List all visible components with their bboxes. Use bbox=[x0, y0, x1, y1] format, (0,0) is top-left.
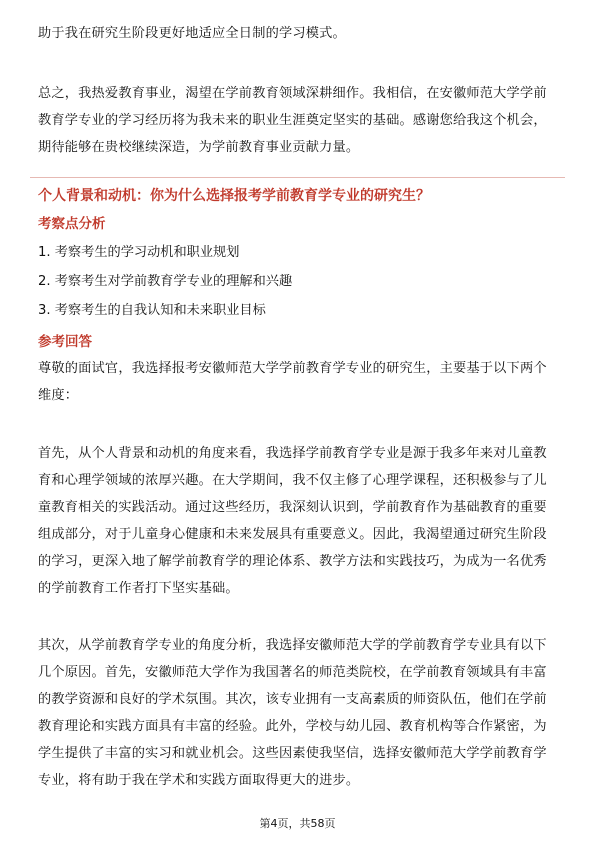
section-divider bbox=[30, 177, 565, 178]
analysis-point: 3. 考察考生的自我认知和未来职业目标 bbox=[38, 303, 266, 318]
answer-paragraph-first: 首先，从个人背景和动机的角度来看，我选择学前教育学专业是源于我多年来对儿童教育和心理学领域的浓厚兴趣。在大学期间，我不仅主修了心理学课程，还积极参与了儿童教育相关的实践活动。通过这些经历，我深刻认识到，学前教育作为基础教育的重要组成部分，对于儿童身心健康和未来发展具有重要意义。因此，我渴望通过研究生阶段的学习，更深入地了解学前教育学的理论体系、教学方法和实践技巧，为成为一名优秀的学前教育工作者打下坚实基础。 bbox=[38, 446, 547, 596]
question-title: 个人背景和动机：你为什么选择报考学前教育学专业的研究生？ bbox=[38, 188, 430, 204]
analysis-label: 考察点分析 bbox=[38, 216, 106, 232]
answer-intro: 尊敬的面试官，我选择报考安徽师范大学学前教育学专业的研究生，主要基于以下两个维度： bbox=[38, 361, 547, 403]
paragraph-conclusion: 总之，我热爱教育事业，渴望在学前教育领域深耕细作。我相信，在安徽师范大学学前教育学专业的学习经历将为我未来的职业生涯奠定坚实的基础。感谢您给我这个机会，期待能够在贵校继续深造，为学前教育事业贡献力量。 bbox=[38, 86, 547, 155]
analysis-point: 1. 考察考生的学习动机和职业规划 bbox=[38, 245, 240, 260]
analysis-point: 2. 考察考生对学前教育学专业的理解和兴趣 bbox=[38, 274, 293, 289]
answer-label: 参考回答 bbox=[38, 334, 92, 350]
paragraph-continuation: 助于我在研究生阶段更好地适应全日制的学习模式。 bbox=[38, 26, 346, 41]
answer-paragraph-second: 其次，从学前教育学专业的角度分析，我选择安徽师范大学的学前教育学专业具有以下几个原因。首先，安徽师范大学作为我国著名的师范类院校，在学前教育领域具有丰富的教学资源和良好的学术氛围。其次，该专业拥有一支高素质的师资队伍，他们在学前教育理论和实践方面具有丰富的经验。此外，学校与幼儿园、教育机构等合作紧密，为学生提供了丰富的实习和就业机会。这些因素使我坚信，选择安徽师范大学学前教育学专业，将有助于我在学术和实践方面取得更大的进步。 bbox=[38, 638, 547, 788]
page-number: 第4页，共58页 bbox=[259, 817, 336, 830]
analysis-points bbox=[38, 238, 292, 325]
